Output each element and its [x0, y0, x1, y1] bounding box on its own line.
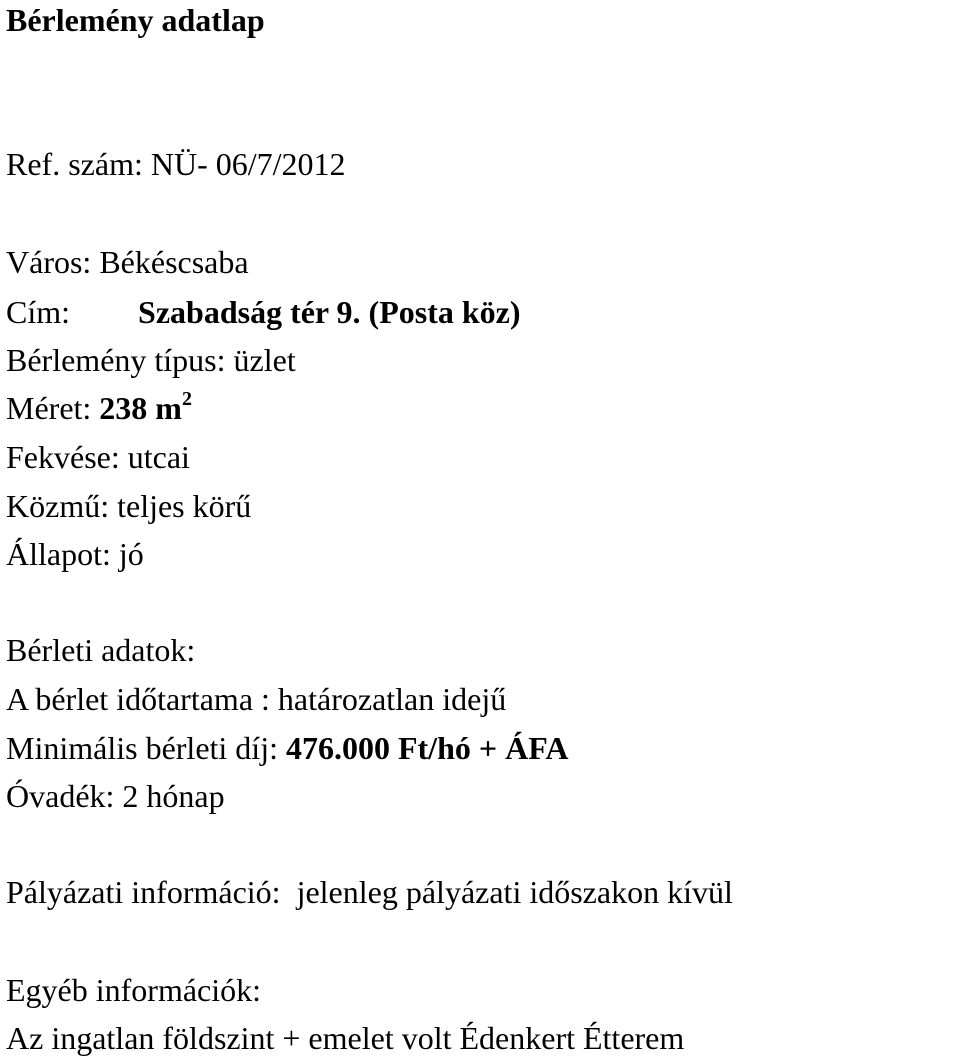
tender-label: Pályázati információ:	[6, 874, 281, 910]
address-label: Cím:	[6, 294, 71, 330]
duration-value: határozatlan idejű	[277, 681, 507, 717]
condition-value: jó	[118, 536, 144, 572]
location-label: Fekvése:	[6, 439, 120, 475]
city-value: Békéscsaba	[99, 244, 249, 280]
fee-row	[6, 732, 568, 764]
address-value: Szabadság tér 9.	[138, 294, 361, 330]
ref-number-value: NÜ- 06/7/2012	[150, 146, 346, 182]
tender-value: jelenleg pályázati időszakon kívül	[296, 874, 733, 910]
page-title: Bérlemény adatlap	[6, 2, 265, 38]
fee-value: 476.000 Ft/hó + ÁFA	[285, 730, 569, 766]
location-value: utcai	[127, 439, 190, 475]
size-row	[6, 388, 192, 426]
condition-label: Állapot:	[6, 536, 111, 572]
location-row	[6, 441, 190, 473]
duration-label: A bérlet időtartama :	[6, 681, 270, 717]
type-value: üzlet	[233, 342, 296, 378]
deposit-label: Óvadék:	[6, 778, 115, 814]
address-note: (Posta köz)	[368, 294, 521, 330]
size-value: 238 m	[99, 390, 182, 426]
size-label: Méret:	[6, 390, 92, 426]
deposit-row	[6, 780, 225, 812]
utilities-row	[6, 490, 251, 522]
duration-row	[6, 683, 506, 715]
rental-heading: Bérleti adatok:	[6, 632, 196, 668]
city-row	[6, 246, 249, 278]
deposit-value: 2 hónap	[122, 778, 225, 814]
type-label: Bérlemény típus:	[6, 342, 226, 378]
city-label: Város:	[6, 244, 92, 280]
ref-number-label: Ref. szám:	[6, 146, 143, 182]
address-row	[6, 296, 521, 328]
other-text: Az ingatlan földszint + emelet volt Édenkert Étterem	[6, 1020, 685, 1056]
condition-row	[6, 538, 144, 570]
utilities-value: teljes körű	[117, 488, 252, 524]
fee-label: Minimális bérleti díj:	[6, 730, 278, 766]
other-heading: Egyéb információk:	[6, 972, 262, 1008]
utilities-label: Közmű:	[6, 488, 110, 524]
size-exponent: 2	[181, 388, 192, 410]
tender-row	[6, 876, 733, 908]
type-row	[6, 344, 296, 376]
ref-number-row	[6, 148, 346, 180]
